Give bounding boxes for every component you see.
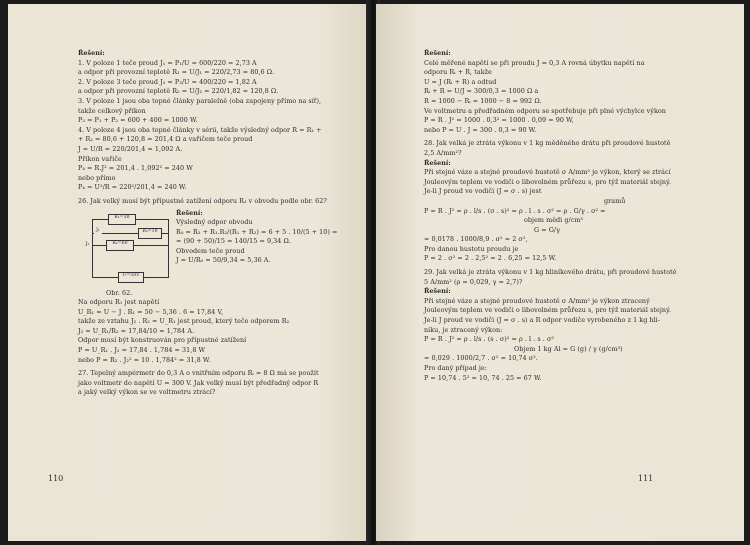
text-line: odporu Rᵢ + R, takže — [424, 68, 492, 77]
figure-62 — [78, 207, 172, 299]
text-line: nebo přímo — [78, 173, 116, 182]
current-j2-label: J₂ — [85, 241, 90, 247]
text-line: Řešení: — [78, 49, 105, 57]
text-line: a odpor při provozní teplotě R₁ = U/J₁ = 220/2,73 = 80,6 Ω. — [78, 68, 275, 77]
text-line: nebo P = R₂ . J₂² = 10 . 1,784² = 31,8 W. — [78, 355, 211, 364]
circuit-diagram — [84, 209, 172, 287]
text-line: jako voltmetr do napětí U = 300 V. Jak velký musí být předřadný odpor R — [78, 378, 319, 387]
current-j1-label: J₁ — [94, 228, 102, 236]
text-line: J₂ = U_R₁/R₂ = 17,84/10 = 1,784 A. — [78, 326, 195, 335]
text-line: = (90 + 50)/15 = 140/15 = 9,34 Ω. — [176, 237, 291, 246]
text-line: Řešení: — [424, 158, 451, 167]
exercise-27: 27. Tepelný ampérmetr do 0,3 A o vnitřním odporu Rᵢ = 8 Ω má se použít — [78, 369, 319, 378]
figure-caption: Obr. 62. — [106, 288, 133, 297]
text-line: P = 2 . σ² = 2 . 2,5² = 2 . 6,25 = 12,5 W. — [424, 254, 557, 263]
text-line: Jouleovým teplem ve vodiči o libovolném průřezu s, pro týž materiál stejný. — [424, 306, 671, 315]
text-line: Výsledný odpor obvodu — [176, 218, 253, 227]
page-number: 110 — [48, 474, 64, 483]
text-line: nebo P = U . J = 300 . 0,3 = 90 W. — [424, 125, 537, 134]
text-line: 2,5 A/mm²? — [424, 148, 462, 157]
text-line: Pro daný případ je: — [424, 364, 487, 372]
text-line: = 0,029 . 1000/2,7 . σ² = 10,74 σ². — [424, 354, 538, 363]
text-line: Celé měřené napětí se při proudu J = 0,3 A rovná úbytku napětí na — [424, 58, 645, 67]
text-line: Je-li J proud ve vodiči (J = σ . s) jest — [424, 187, 542, 196]
text-line: Na odporu R₁ jest napětí — [78, 298, 160, 307]
text-line: J = U/R₀ = 50/9,34 = 5,36 A. — [176, 256, 271, 265]
text-line: + R₂ = 80,6 + 120,8 = 201,4 Ω a vařičem teče proud — [78, 135, 253, 144]
text-line: 5 A/mm² (ρ = 0,029, γ = 2,7)? — [424, 277, 523, 286]
left-page-text — [78, 49, 348, 398]
exercise-26-solution — [172, 207, 348, 299]
text-line: takže ze vztahu J₂ . R₂ = U_R₁ jest proud, který teče odporem R₂ — [78, 317, 290, 326]
exercise-29: 29. Jak velká je ztráta výkonu v 1 kg hliníkového drátu, při proudové hustotě — [424, 268, 677, 277]
text-line: U = J (Rᵢ + R) a odtud — [424, 77, 497, 86]
text-line: Odpor musí být konstruován pro přípustné zatížení — [78, 336, 247, 345]
text-line: P = R . J² = 1000 . 0,3² = 1000 . 0,09 = 90 W, — [424, 116, 574, 125]
text-line: Ve voltmetru a předřadném odporu se spotřebuje při plné výchylce výkon — [424, 106, 666, 115]
text-line: a jaký velký výkon se ve voltmetru ztrácí? — [78, 388, 216, 397]
text-line: P = R . J² = ρ . l/s . (s . σ)² = ρ . l . s . σ² — [424, 335, 554, 344]
text-line: 3. V poloze 1 jsou oba topné články paralelně (oba zapojeny přímo na síť), — [78, 96, 322, 105]
text-line: níku, je ztracený výkon: — [424, 325, 503, 334]
text-line: G = G/γ — [534, 225, 560, 234]
left-page — [8, 4, 370, 541]
text-line: Při stejné váze a stejné proudové hustotě σ A/mm² je výkon, který se ztrácí — [424, 168, 671, 177]
text-line: Obvodem teče proud — [176, 246, 245, 255]
resistor-r3: R₃=10 — [138, 228, 162, 239]
text-line: = 0,0178 . 1000/8,9 . σ² = 2 σ², — [424, 235, 528, 244]
text-line: a odpor při provozní teplotě R₂ = U/J₂ = 220/1,82 = 120,8 Ω. — [78, 87, 279, 96]
text-line: takže celkový příkon — [78, 106, 146, 115]
text-line: Příkon vařiče — [78, 154, 122, 163]
right-page — [376, 4, 744, 541]
text-line: 1. V poloze 1 teče proud J₁ = P₁/U = 600/220 = 2,73 A — [78, 58, 257, 67]
text-line: 2. V poloze 3 teče proud J₃ = P₃/U = 400/220 = 1,82 A — [78, 77, 257, 86]
text-line: P₃ = P₁ + P₂ = 600 + 400 = 1000 W. — [78, 116, 198, 125]
right-page-text — [424, 49, 714, 383]
text-line: Rᵢ + R = U/J = 300/0,3 = 1000 Ω a — [424, 87, 539, 96]
text-line: Řešení: — [176, 208, 203, 217]
page-number: 111 — [638, 474, 654, 483]
text-line: P = R . J² = ρ . l/s . (σ . s)² = ρ . l . s . σ² = ρ . G/γ . σ² = — [424, 206, 606, 215]
text-line: Řešení: — [424, 287, 451, 296]
resistor-r1: R₁=30 — [108, 214, 136, 225]
text-line: P = 10,74 . 5² = 10, 74 . 25 = 67 W. — [424, 373, 542, 382]
text-line: Objem 1 kg Al = G (g) / γ (g/cm³) — [514, 344, 623, 353]
text-line: J = U/R = 220/201,4 = 1,092 A. — [78, 144, 183, 153]
text-line: P₄ = R.J² = 201,4 . 1,092² = 240 W — [78, 164, 193, 173]
text-line: objem mědi g/cm³ — [524, 216, 584, 225]
text-line: Je-li J proud ve vodiči (J = σ . s) a R odpor vodiče vyrobeného z 1 kg hli- — [424, 316, 660, 325]
voltage-source: U=50V — [118, 272, 144, 283]
text-line: Při stejné váze a stejné proudové hustotě σ A/mm² je výkon ztracený — [424, 296, 650, 305]
text-line: 4. V poloze 4 jsou oba topné články v sérii, takže výsledný odpor R = R₁ + — [78, 125, 322, 134]
text-line: gramů — [604, 196, 626, 205]
text-line: P = U_R₁ . J₂ = 17,84 . 1,784 = 31,8 W — [78, 346, 206, 355]
text-line: U_R₁ = U − J . R₁ = 50 − 5,36 . 6 = 17,84 V, — [78, 307, 224, 316]
text-line: Jouleovým teplem ve vodiči o libovolném průřezu s, pro týž materiál stejný. — [424, 177, 671, 186]
text-line: R = 1000 − Rᵢ = 1000 − 8 = 992 Ω. — [424, 96, 542, 105]
text-line: P₄ = U²/R = 220²/201,4 = 240 W. — [78, 183, 187, 192]
text-line: Pro danou hustotu proudu je — [424, 244, 519, 253]
exercise-28: 28. Jak velká je ztráta výkonu v 1 kg měděného drátu při proudové hustotě — [424, 139, 671, 148]
resistor-r2: R₂=60 — [106, 240, 134, 251]
text-line: R₀ = R₃ + R₁.R₂/(R₁ + R₂) = 6 + 5 . 10/(5 + 10) = — [176, 227, 338, 236]
text-line: Řešení: — [424, 49, 451, 57]
exercise-26: 26. Jak velký musí být přípustné zatížení odporu R₃ v obvodu podle obr. 62? — [78, 196, 327, 205]
exercise-26-block — [78, 207, 348, 299]
